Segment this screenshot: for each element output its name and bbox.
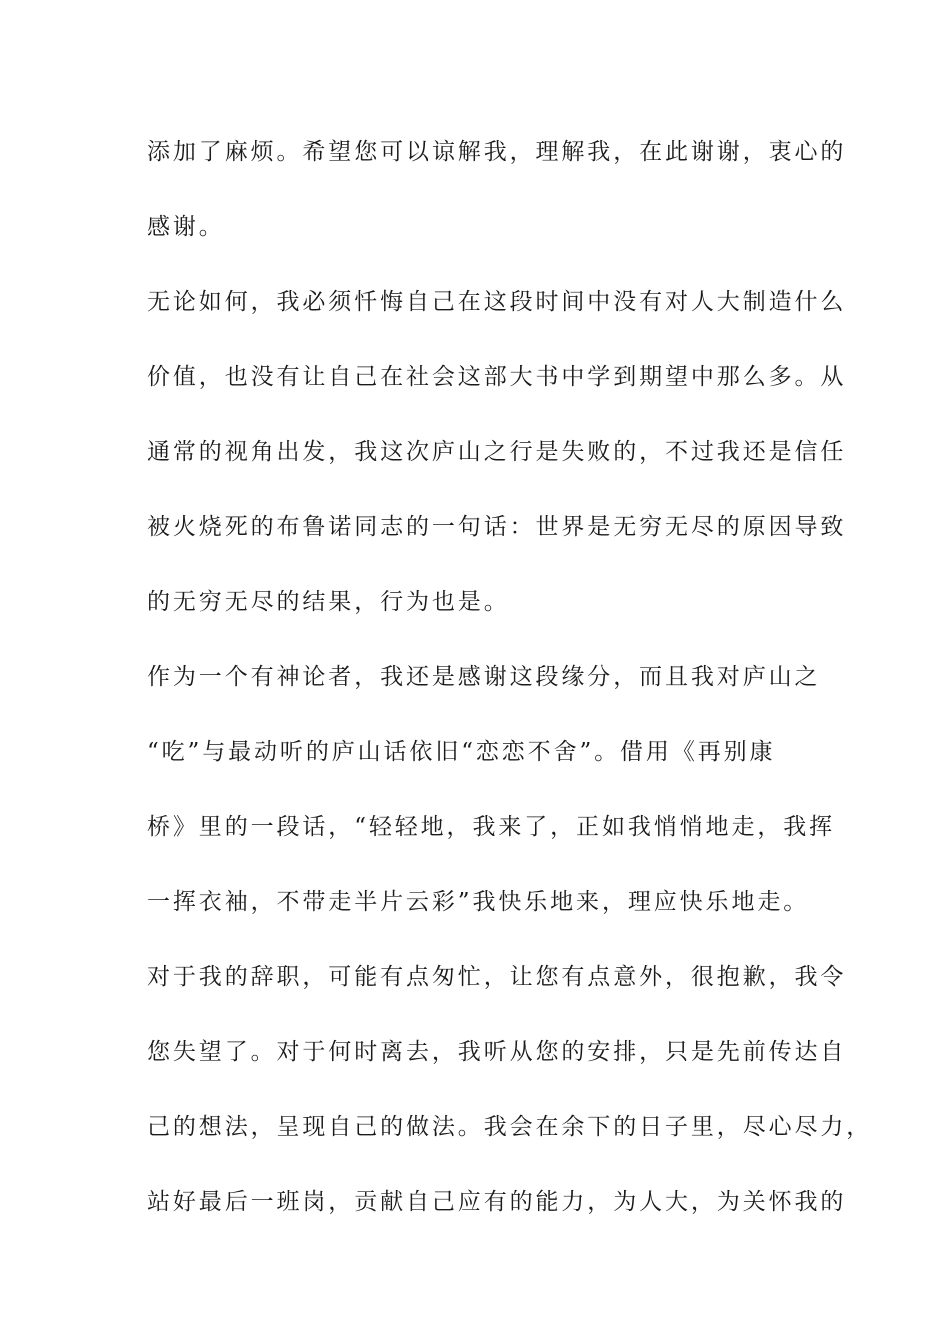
text-line: 作为一个有神论者，我还是感谢这段缘分，而且我对庐山之: [147, 664, 821, 690]
text-line: “吃”与最动听的庐山话依旧“恋恋不舍”。借用《再别康: [147, 739, 776, 765]
text-line: 己的想法，呈现自己的做法。我会在余下的日子里，尽心尽力，: [147, 1114, 873, 1140]
text-line: 您失望了。对于何时离去，我听从您的安排，只是先前传达自: [147, 1039, 847, 1065]
text-line: 的无穷无尽的结果，行为也是。: [147, 589, 510, 615]
text-line: 感谢。: [147, 214, 225, 240]
text-line: 一挥衣袖，不带走半片云彩”我快乐地来，理应快乐地走。: [147, 889, 810, 915]
text-line: 被火烧死的布鲁诺同志的一句话：世界是无穷无尽的原因导致: [147, 514, 847, 540]
text-line: 通常的视角出发，我这次庐山之行是失败的，不过我还是信任: [147, 439, 847, 465]
text-line: 站好最后一班岗，贡献自己应有的能力，为人大，为关怀我的: [147, 1189, 847, 1215]
text-line: 价值，也没有让自己在社会这部大书中学到期望中那么多。从: [147, 364, 847, 390]
text-line: 对于我的辞职，可能有点匆忙，让您有点意外，很抱歉，我令: [147, 964, 847, 990]
text-line: 无论如何，我必须忏悔自己在这段时间中没有对人大制造什么: [147, 289, 847, 315]
text-line: 添加了麻烦。希望您可以谅解我，理解我，在此谢谢，衷心的: [147, 139, 847, 165]
text-line: 桥》里的一段话，“轻轻地，我来了，正如我悄悄地走，我挥: [147, 814, 836, 840]
